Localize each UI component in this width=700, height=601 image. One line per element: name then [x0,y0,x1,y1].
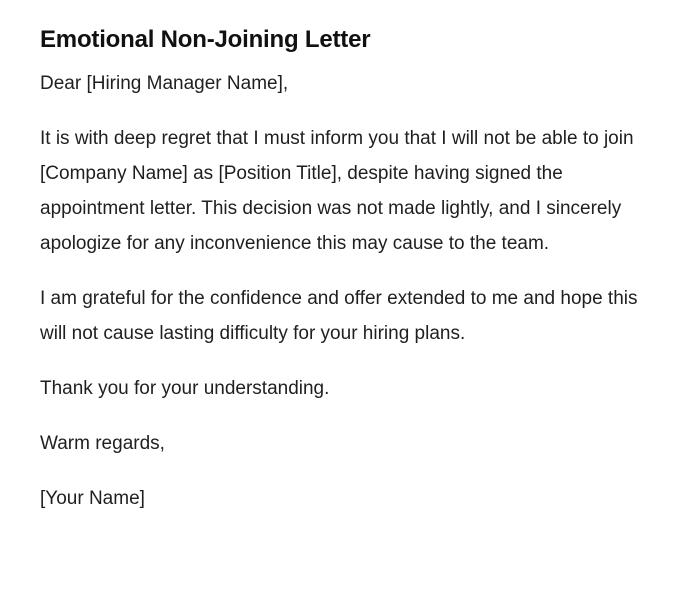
signature-placeholder: [Your Name] [40,488,145,509]
body-paragraph-regret: It is with deep regret that I must inform you that I will not be able to join [Company Name] as [Position Title], despite having signed the appointment letter. This decision was not made lightly, and I sincerely apologize for any inconvenience this may cause to the team. [40,128,634,254]
thanks-line: Thank you for your understanding. [40,378,330,399]
body-paragraph-gratitude: I am grateful for the confidence and offer extended to me and hope this will not cause lasting difficulty for your hiring plans. [40,288,638,344]
letter-title: Emotional Non-Joining Letter [40,26,371,53]
closing-line: Warm regards, [40,433,165,454]
salutation: Dear [Hiring Manager Name], [40,73,289,94]
